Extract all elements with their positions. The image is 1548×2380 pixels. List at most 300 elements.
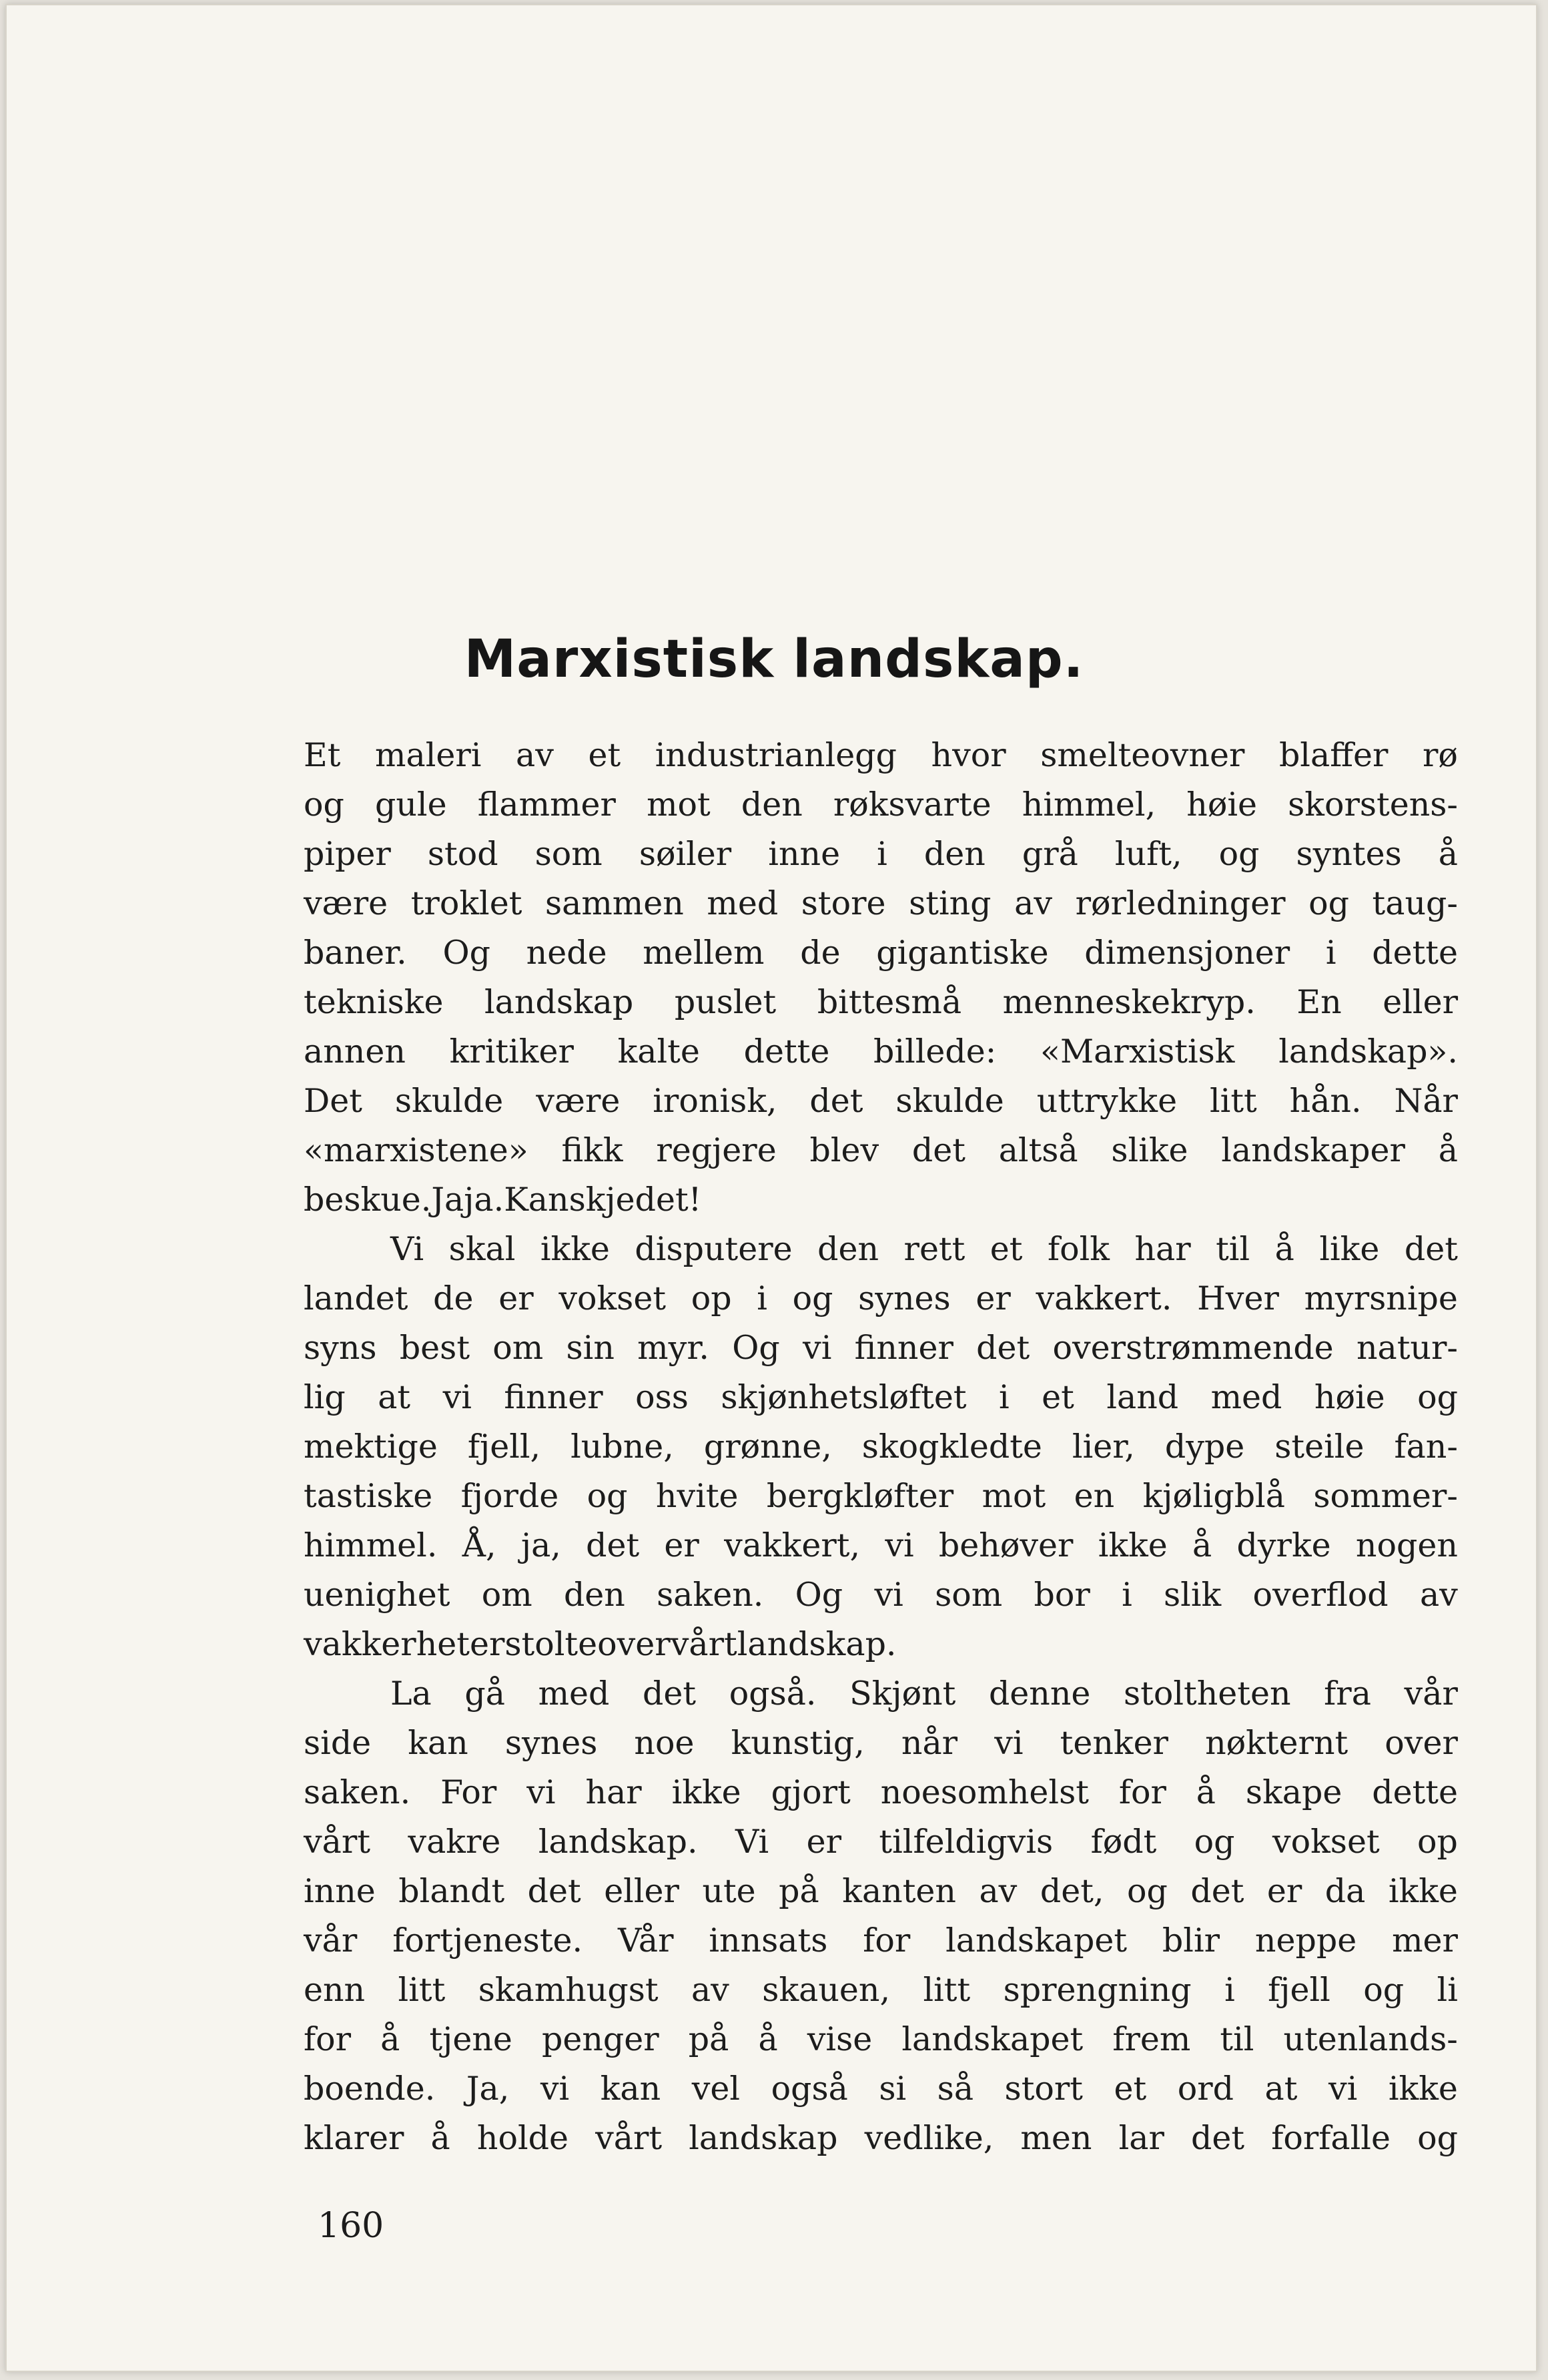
word: troklet — [410, 884, 522, 922]
word: kunstig, — [731, 1724, 865, 1762]
word: nogen — [1355, 1526, 1458, 1564]
word: tenker — [1060, 1724, 1168, 1762]
word: men — [1020, 2119, 1092, 2157]
word: natur- — [1356, 1329, 1458, 1367]
word: på — [688, 2020, 729, 2058]
word: den — [741, 786, 803, 824]
word: bor — [1034, 1576, 1090, 1614]
text-line — [304, 1867, 1458, 1916]
word: sommer- — [1313, 1477, 1458, 1515]
word: blandt — [398, 1872, 505, 1910]
word: uenighet — [304, 1576, 450, 1614]
word: op — [691, 1279, 732, 1317]
paragraph — [304, 731, 1458, 1225]
word: blir — [1162, 1921, 1220, 1960]
word: behøver — [938, 1526, 1074, 1564]
word: En — [1296, 983, 1342, 1021]
word: vi — [442, 1378, 472, 1416]
text-line — [304, 1373, 1458, 1422]
page-number: 160 — [318, 2206, 384, 2246]
word: det — [976, 1329, 1030, 1367]
word: har — [1134, 1230, 1191, 1268]
word: å — [1192, 1526, 1212, 1564]
word: nøkternt — [1205, 1724, 1348, 1762]
word: og — [1218, 835, 1260, 873]
text-line — [304, 1225, 1458, 1274]
word: ja, — [520, 1526, 561, 1564]
word: Og — [442, 934, 490, 972]
word: og — [1194, 1823, 1235, 1861]
word: med — [1210, 1378, 1282, 1416]
word: med — [707, 884, 779, 922]
word: sting — [909, 884, 992, 922]
word: regjere — [656, 1131, 777, 1169]
word: menneskekryp. — [1002, 983, 1256, 1021]
word: altså — [998, 1131, 1078, 1169]
text-line — [304, 2064, 1458, 2114]
word: et — [990, 1230, 1023, 1268]
word: for — [1118, 1773, 1166, 1811]
word: til — [1220, 2020, 1254, 2058]
word: overflod — [1252, 1576, 1389, 1614]
word: det — [1404, 1230, 1458, 1268]
word: grå — [1022, 835, 1078, 873]
word: saken. — [304, 1773, 411, 1811]
word: i — [999, 1378, 1010, 1416]
word: de — [433, 1279, 474, 1317]
word: Skjønt — [849, 1675, 956, 1713]
word: i — [757, 1279, 767, 1317]
word: skal — [448, 1230, 516, 1268]
word: røksvarte — [833, 786, 992, 824]
word: er — [976, 1279, 1011, 1317]
text-line — [304, 978, 1458, 1027]
word: disputere — [635, 1230, 793, 1268]
word: noesomhelst — [880, 1773, 1089, 1811]
word: på — [779, 1872, 819, 1910]
word: sprengning — [1003, 1971, 1192, 2009]
word: forfalle — [1271, 2119, 1391, 2157]
paragraph — [304, 1669, 1458, 2163]
word: piper — [304, 835, 391, 873]
word: gå — [464, 1675, 505, 1713]
word: det — [809, 1082, 863, 1120]
word: og — [304, 786, 344, 824]
word: skape — [1245, 1773, 1342, 1811]
word: å — [758, 2020, 778, 2058]
word: lig — [304, 1378, 346, 1416]
body-text — [304, 731, 1458, 2163]
word: ikke — [540, 1230, 610, 1268]
word: stolte — [504, 1625, 598, 1663]
word: være — [536, 1082, 621, 1120]
text-line — [304, 1323, 1458, 1373]
word: overstrømmende — [1052, 1329, 1334, 1367]
word: vi — [540, 2070, 570, 2108]
word: det, — [1040, 1872, 1104, 1910]
word: at — [378, 1378, 411, 1416]
word: innsats — [709, 1921, 828, 1960]
word: klarer — [304, 2119, 404, 2157]
word: bergkløfter — [766, 1477, 954, 1515]
word: noe — [634, 1724, 695, 1762]
word: et — [1114, 2070, 1147, 2108]
word: tilfeldigvis — [879, 1823, 1054, 1861]
word: det — [911, 1131, 965, 1169]
word: ikke — [1388, 1872, 1458, 1910]
text-line — [304, 1719, 1458, 1768]
word: kanten — [842, 1872, 956, 1910]
word: fjell, — [467, 1428, 541, 1466]
word: luft, — [1114, 835, 1182, 873]
word: når — [901, 1724, 958, 1762]
word: av — [516, 736, 554, 774]
word: over — [1385, 1724, 1458, 1762]
word: Et — [304, 736, 341, 774]
word: å — [1438, 1131, 1458, 1169]
word: det — [527, 1872, 581, 1910]
word: synes — [504, 1724, 598, 1762]
word: vi — [526, 1773, 556, 1811]
text-line — [304, 1126, 1458, 1175]
word: stoltheten — [1124, 1675, 1291, 1713]
text-line — [304, 1620, 1458, 1669]
word: den — [563, 1576, 625, 1614]
word: gule — [374, 786, 447, 824]
word: like — [1319, 1230, 1380, 1268]
word: vedlike, — [864, 2119, 994, 2157]
word: et — [588, 736, 621, 774]
word: en — [1074, 1477, 1115, 1515]
word: landet — [304, 1279, 408, 1317]
word: er — [469, 1625, 505, 1663]
word: Å, — [462, 1526, 496, 1564]
word: høie — [1314, 1378, 1385, 1416]
text-line — [304, 928, 1458, 978]
word: oss — [635, 1378, 689, 1416]
word: best — [399, 1329, 470, 1367]
word: Når — [1394, 1082, 1458, 1120]
word: vårt — [595, 2119, 663, 2157]
text-line — [304, 1768, 1458, 1817]
word: «marxistene» — [304, 1131, 528, 1169]
word: og — [1417, 1378, 1458, 1416]
word: op — [1417, 1823, 1458, 1861]
word: si — [879, 2070, 907, 2108]
text-line — [304, 1175, 1458, 1225]
word: rett — [903, 1230, 965, 1268]
word: er — [806, 1823, 842, 1861]
word: skamhugst — [478, 1971, 659, 2009]
word: landskap». — [1278, 1032, 1458, 1071]
text-line — [304, 1422, 1458, 1472]
word: gigantiske — [876, 934, 1049, 972]
word: være — [304, 884, 388, 922]
word: ikke — [1098, 1526, 1168, 1564]
word: For — [440, 1773, 497, 1811]
word: ute — [702, 1872, 756, 1910]
word: vise — [807, 2020, 873, 2058]
word: å — [1438, 835, 1458, 873]
word: skauen, — [762, 1971, 891, 2009]
word: å — [1274, 1230, 1294, 1268]
word: vakkerhet — [304, 1625, 470, 1663]
word: dette — [743, 1032, 830, 1071]
word: La — [390, 1675, 432, 1713]
text-line — [304, 1274, 1458, 1323]
word: grønne, — [703, 1428, 832, 1466]
word: penger — [541, 2020, 659, 2058]
word: finner — [854, 1329, 953, 1367]
word: industrianlegg — [655, 736, 897, 774]
word: tekniske — [304, 983, 444, 1021]
word: syns — [304, 1329, 377, 1367]
word: landskaper — [1221, 1131, 1405, 1169]
word: myr. — [637, 1329, 709, 1367]
word: har — [585, 1773, 642, 1811]
word: Jaja. — [431, 1181, 504, 1219]
word: tastiske — [304, 1477, 433, 1515]
word: fan- — [1394, 1428, 1458, 1466]
word: tjene — [429, 2020, 512, 2058]
word: vårt — [304, 1823, 371, 1861]
word: landskap — [689, 2119, 838, 2157]
text-line — [304, 1027, 1458, 1077]
word: synes — [858, 1279, 951, 1317]
word: for — [304, 2020, 352, 2058]
word: fjell — [1268, 1971, 1330, 2009]
word: litt — [923, 1971, 971, 2009]
word: land — [1106, 1378, 1179, 1416]
paragraph — [304, 1225, 1458, 1669]
word: neppe — [1254, 1921, 1357, 1960]
word: som — [534, 835, 603, 873]
word: vi — [803, 1329, 832, 1367]
word: og — [1308, 884, 1349, 922]
word: blev — [809, 1131, 879, 1169]
word: og — [1363, 1971, 1405, 2009]
word: landskap — [484, 983, 634, 1021]
text-line — [304, 1817, 1458, 1867]
word: frem — [1112, 2020, 1191, 2058]
chapter-title: Marxistisk landskap. — [464, 629, 1084, 689]
word: folk — [1047, 1230, 1110, 1268]
word: li — [1437, 1971, 1458, 2009]
word: vi — [885, 1526, 914, 1564]
word: hån. — [1289, 1082, 1362, 1120]
word: steile — [1274, 1428, 1365, 1466]
word: inne — [768, 835, 841, 873]
word: skulde — [394, 1082, 504, 1120]
word: et — [1042, 1378, 1074, 1416]
word: fortjeneste. — [392, 1921, 583, 1960]
word: også — [771, 2070, 848, 2108]
word: av — [1419, 1576, 1458, 1614]
text-line — [304, 731, 1458, 780]
word: er — [664, 1526, 699, 1564]
text-line — [304, 2114, 1458, 2163]
word: blaffer — [1278, 736, 1389, 774]
word: vakre — [408, 1823, 501, 1861]
word: av — [691, 1971, 729, 2009]
word: inne — [304, 1872, 376, 1910]
word: kan — [408, 1724, 468, 1762]
word: smelteovner — [1040, 736, 1245, 774]
word: med — [538, 1675, 610, 1713]
word: om — [492, 1329, 544, 1367]
word: i — [877, 835, 887, 873]
word: slike — [1111, 1131, 1188, 1169]
word: skogkledte — [861, 1428, 1042, 1466]
word: vokset — [1272, 1823, 1380, 1861]
word: vakkert. — [1036, 1279, 1172, 1317]
word: store — [801, 884, 886, 922]
word: og — [1417, 2119, 1458, 2157]
word: hvite — [655, 1477, 739, 1515]
word: eller — [1383, 983, 1458, 1021]
word: Det — [304, 1082, 362, 1120]
word: dette — [1372, 934, 1458, 972]
word: sammen — [544, 884, 684, 922]
word: utenlands- — [1283, 2020, 1458, 2058]
word: billede: — [873, 1032, 997, 1071]
word: lier, — [1072, 1428, 1135, 1466]
word: mot — [982, 1477, 1046, 1515]
word: slik — [1164, 1576, 1222, 1614]
word: født — [1090, 1823, 1157, 1861]
word: himmel, — [1022, 786, 1156, 824]
word: vakkert, — [724, 1526, 861, 1564]
word: å — [380, 2020, 400, 2058]
word: det — [643, 1675, 697, 1713]
word: skulde — [895, 1082, 1004, 1120]
word: dette — [1372, 1773, 1458, 1811]
text-line — [304, 2015, 1458, 2064]
word: i — [1122, 1576, 1132, 1614]
word: kjøligblå — [1142, 1477, 1285, 1515]
word: hvor — [931, 736, 1006, 774]
word: den — [817, 1230, 879, 1268]
word: og — [587, 1477, 628, 1515]
word: boende. — [304, 2070, 436, 2108]
word: kritiker — [449, 1032, 574, 1071]
word: mellem — [643, 934, 765, 972]
word: landskapet — [945, 1921, 1128, 1960]
word: Vi — [735, 1823, 769, 1861]
word: mektige — [304, 1428, 438, 1466]
word: er — [498, 1279, 534, 1317]
word: Hver — [1197, 1279, 1279, 1317]
text-line — [304, 879, 1458, 928]
word: er — [1266, 1872, 1302, 1910]
word: ord — [1177, 2070, 1234, 2108]
word: vår — [304, 1921, 358, 1960]
word: høie — [1186, 786, 1258, 824]
word: også. — [729, 1675, 817, 1713]
word: at — [1264, 2070, 1298, 2108]
word: fra — [1324, 1675, 1371, 1713]
text-line — [304, 780, 1458, 830]
word: vår — [1404, 1675, 1458, 1713]
word: dyrke — [1236, 1526, 1331, 1564]
word: annen — [304, 1032, 406, 1071]
word: bittesmå — [817, 983, 962, 1021]
text-line — [304, 1669, 1458, 1719]
word: nede — [526, 934, 607, 972]
word: over — [597, 1625, 671, 1663]
word: sin — [566, 1329, 615, 1367]
word: skorstens- — [1288, 786, 1458, 824]
word: dype — [1164, 1428, 1245, 1466]
word: vårt — [670, 1625, 737, 1663]
word: Og — [732, 1329, 780, 1367]
word: eller — [604, 1872, 679, 1910]
word: maleri — [375, 736, 482, 774]
word: finner — [504, 1378, 603, 1416]
text-line — [304, 1472, 1458, 1521]
word: denne — [988, 1675, 1091, 1713]
word: det — [1191, 2119, 1245, 2157]
word: Og — [795, 1576, 843, 1614]
word: litt — [398, 1971, 446, 2009]
word: ironisk, — [653, 1082, 777, 1120]
word: «Marxistisk — [1040, 1032, 1235, 1071]
word: fjorde — [460, 1477, 559, 1515]
word: myrsnipe — [1304, 1279, 1458, 1317]
word: vi — [874, 1576, 903, 1614]
word: ikke — [1388, 2070, 1458, 2108]
text-line — [304, 1521, 1458, 1570]
word: kalte — [617, 1032, 700, 1071]
text-line — [304, 1966, 1458, 2015]
word: den — [923, 835, 986, 873]
word: baner. — [304, 934, 407, 972]
word: vel — [691, 2070, 741, 2108]
word: Kanskje — [504, 1181, 635, 1219]
word: om — [481, 1576, 532, 1614]
word: det — [1190, 1872, 1244, 1910]
word: Ja, — [466, 2070, 510, 2108]
word: da — [1324, 1872, 1366, 1910]
word: de — [800, 934, 841, 972]
word: i — [1325, 934, 1336, 972]
word: som — [935, 1576, 1003, 1614]
word: det — [586, 1526, 640, 1564]
text-line — [304, 1077, 1458, 1126]
word: rørledninger — [1075, 884, 1286, 922]
word: saken. — [657, 1576, 764, 1614]
word: til — [1216, 1230, 1250, 1268]
word: ikke — [671, 1773, 741, 1811]
word: så — [937, 2070, 974, 2108]
word: skjønhetsløftet — [721, 1378, 967, 1416]
word: å — [1196, 1773, 1216, 1811]
word: lar — [1118, 2119, 1164, 2157]
word: for — [863, 1921, 911, 1960]
text-line — [304, 1916, 1458, 1966]
word: taug- — [1372, 884, 1458, 922]
word: holde — [476, 2119, 568, 2157]
word: landskapet — [901, 2020, 1084, 2058]
word: kan — [600, 2070, 661, 2108]
word: stod — [427, 835, 498, 873]
word: vokset — [558, 1279, 667, 1317]
word: gjort — [771, 1773, 851, 1811]
word: uttrykke — [1036, 1082, 1178, 1120]
word: av — [979, 1872, 1018, 1910]
word: vi — [994, 1724, 1024, 1762]
word: og — [1126, 1872, 1168, 1910]
